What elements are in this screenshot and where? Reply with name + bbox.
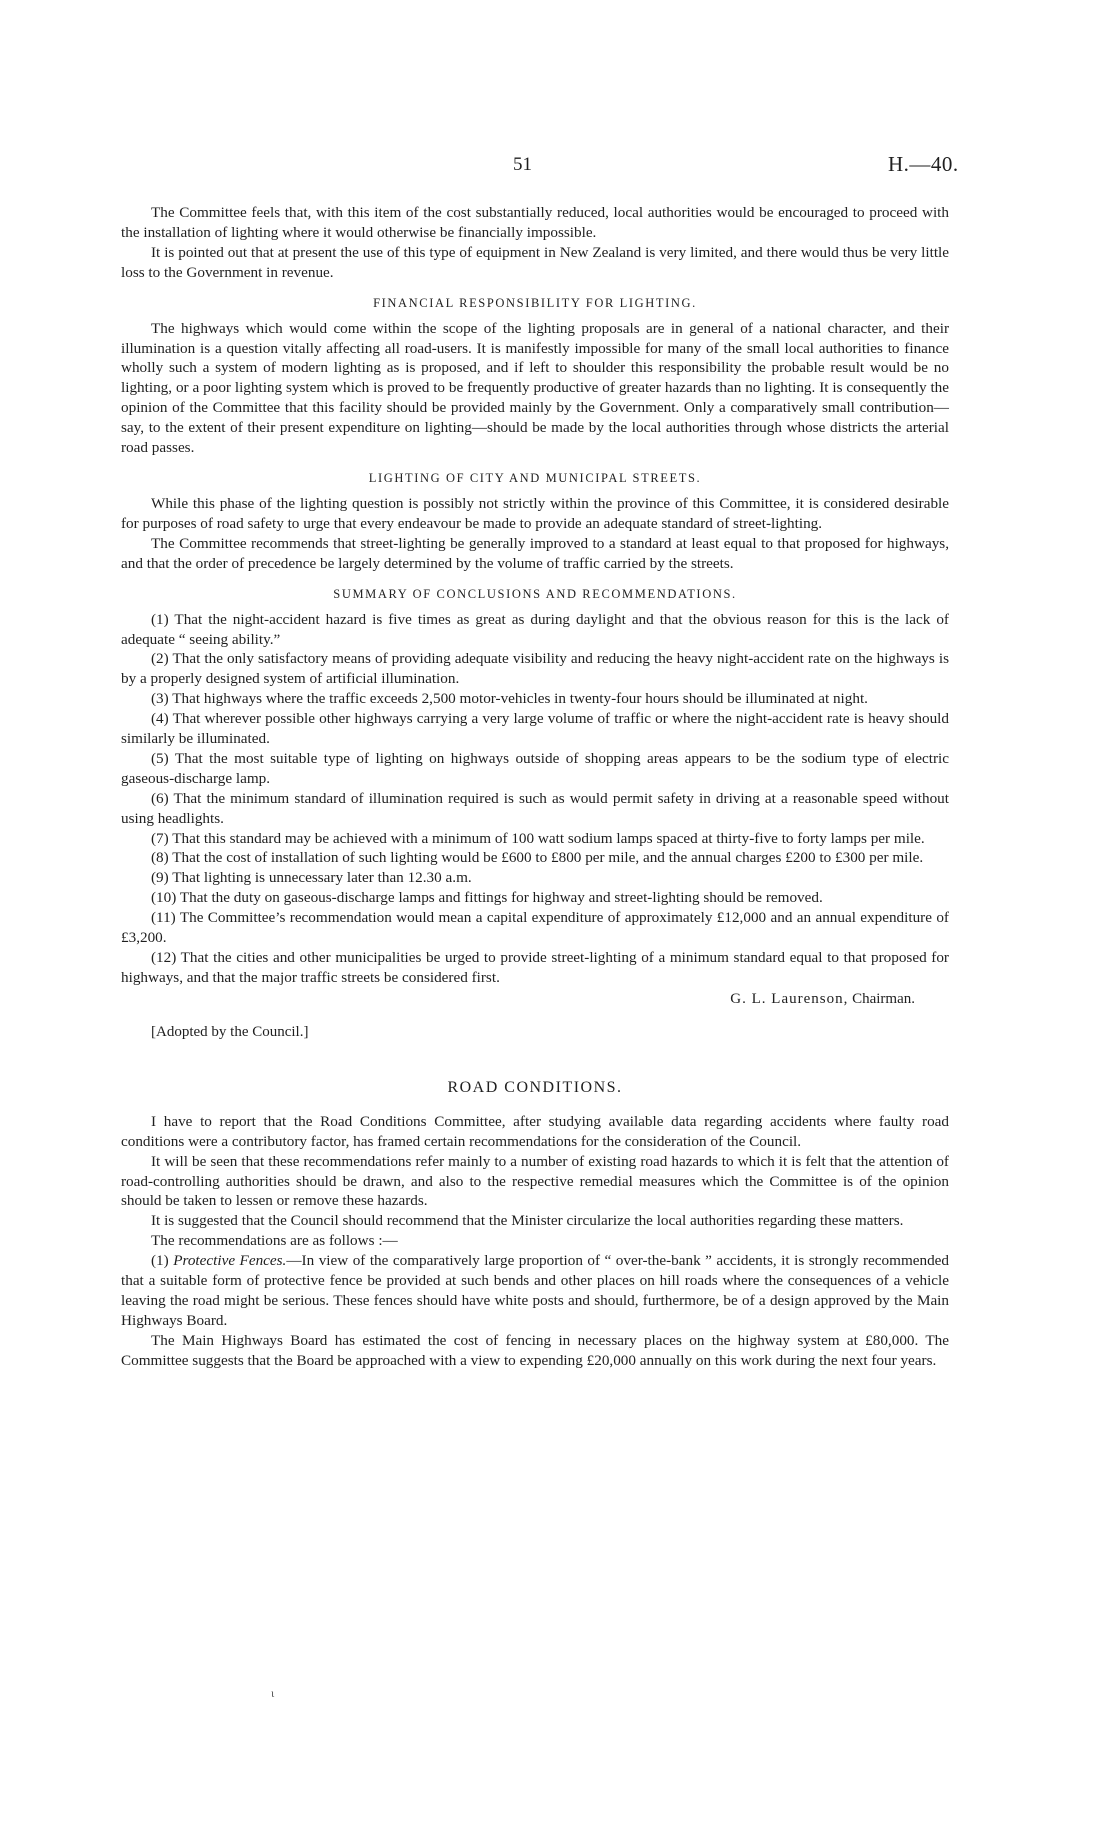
paragraph: The Committee feels that, with this item of the cost substantially reduced, local authorities would be encouraged to proceed with the installation of lighting where it would otherwise be financially impossible. xyxy=(121,204,949,241)
recommendation-item: (8) That the cost of installation of such lighting would be £600 to £800 per mile, and the annual charges £200 to £300 per mile. xyxy=(151,849,924,867)
fences-number: (1) xyxy=(151,1252,169,1270)
paragraph: The Main Highways Board has estimated the cost of fencing in necessary places on the highway system at £80,000. The Committee suggests that the Board be approached with a view to expending £20,000 annually on this work during the next four years. xyxy=(121,1331,949,1369)
paragraph-protective-fences xyxy=(121,1251,949,1331)
paragraph: I have to report that the Road Conditions Committee, after studying available data regarding accidents where faulty road conditions were a contributory factor, has framed certain recommendations for the consideration of the Council. xyxy=(121,1112,949,1150)
recommendation-item: (7) That this standard may be achieved with a minimum of 100 watt sodium lamps spaced at thirty-five to forty lamps per mile. xyxy=(151,829,925,847)
recommendation-item: (2) That the only satisfactory means of providing adequate visibility and reducing the heavy night-accident rate on the highways is by a properly designed system of artificial illumination. xyxy=(121,650,949,688)
section-heading-road-conditions: ROAD CONDITIONS. xyxy=(447,1078,623,1096)
paragraph: The Committee recommends that street-lighting be generally improved to a standard at least equal to that proposed for highways, and that the order of precedence be largely determined by the volume of traffic carried by the streets. xyxy=(121,534,949,572)
paragraph: It is pointed out that at present the use of this type of equipment in New Zealand is very limited, and there would thus be very little loss to the Government in revenue. xyxy=(121,243,949,281)
recommendation-item: (12) That the cities and other municipalities be urged to provide street-lighting of a minimum standard equal to that proposed for highways, and that the major traffic streets be considered first. xyxy=(121,949,949,986)
fences-title: Protective Fences. xyxy=(173,1252,287,1270)
page-number: 51 xyxy=(513,154,532,175)
recommendation-item: (9) That lighting is unnecessary later than 12.30 a.m. xyxy=(151,869,472,887)
recommendation-item: (6) That the minimum standard of illumination required is such as would permit safety in driving at a reasonable speed without using headlights. xyxy=(121,789,949,827)
paragraph: While this phase of the lighting question is possibly not strictly within the province of this Committee, it is considered desirable for purposes of road safety to urge that every endeavour be made to provide an adequate standard of street-lighting. xyxy=(121,494,949,532)
recommendation-item: (10) That the duty on gaseous-discharge lamps and fittings for highway and street-lighting should be removed. xyxy=(151,889,823,907)
signature-line xyxy=(121,990,915,1009)
section-heading-financial: FINANCIAL RESPONSIBILITY FOR LIGHTING. xyxy=(373,295,697,310)
recommendation-item: (11) The Committee’s recommendation would mean a capital expenditure of approximately £12,000 and an annual expenditure of £3,200. xyxy=(121,909,949,947)
section-heading-city-lighting: LIGHTING OF CITY AND MUNICIPAL STREETS. xyxy=(368,470,702,485)
recommendation-item: (4) That wherever possible other highways carrying a very large volume of traffic or where the night-accident rate is heavy should similarly be illuminated. xyxy=(121,710,949,748)
recommendation-item: (1) That the night-accident hazard is five times as great as during daylight and that the obvious reason for this is the lack of adequate “ seeing ability.” xyxy=(121,610,949,648)
paragraph: It is suggested that the Council should recommend that the Minister circularize the local authorities regarding these matters. xyxy=(151,1212,904,1230)
recommendation-item: (5) That the most suitable type of lighting on highways outside of shopping areas appears to be the sodium type of electric gaseous-discharge lamp. xyxy=(121,749,949,787)
paragraph: The highways which would come within the scope of the lighting proposals are in general of a national character, and their illumination is a question vitally affecting all road-users. It is manifestly impossible for many of the small local authorities to finance wholly such a system of modern lighting as is proposed, and if left to shoulder this responsibility the probable result would be no lighting, or a poor lighting system which is proved to be frequently productive of greater hazards than no lighting. It is consequently the opinion of the Committee that this facility should be provided mainly by the Government. Only a comparatively small contribution—say, to the extent of their present expenditure on lighting—should be made by the local authorities through whose districts the arterial road passes. xyxy=(121,319,949,457)
paragraph: It will be seen that these recommendations refer mainly to a number of existing road hazards to which it is felt that the attention of road-controlling authorities should be drawn, and also to the respective remedial measures which the Committee is of the opinion should be taken to lessen or remove these hazards. xyxy=(121,1152,949,1210)
paragraph: The recommendations are as follows :— xyxy=(151,1232,398,1250)
signatory-title: Chairman. xyxy=(852,990,915,1007)
adopted-note: [Adopted by the Council.] xyxy=(151,1023,309,1040)
speck-mark: ι xyxy=(271,1686,275,1700)
section-heading-summary: SUMMARY OF CONCLUSIONS AND RECOMMENDATIONS. xyxy=(333,586,737,601)
page-body xyxy=(121,203,949,1371)
recommendation-item: (3) That highways where the traffic exceeds 2,500 motor-vehicles in twenty-four hours should be illuminated at night. xyxy=(151,690,868,708)
signatory-name: G. L. Laurenson, xyxy=(730,990,849,1007)
fences-text: —In view of the comparatively large proportion of “ over-the-bank ” accidents, it is strongly recommended that a suitable form of protective fence be provided at such bends and other places on hill roads where the consequences of a vehicle leaving the road might be serious. These fences should have white posts and should, furthermore, be of a design approved by the Main Highways Board. xyxy=(121,1252,950,1329)
paper-reference: H.—40. xyxy=(888,152,959,176)
